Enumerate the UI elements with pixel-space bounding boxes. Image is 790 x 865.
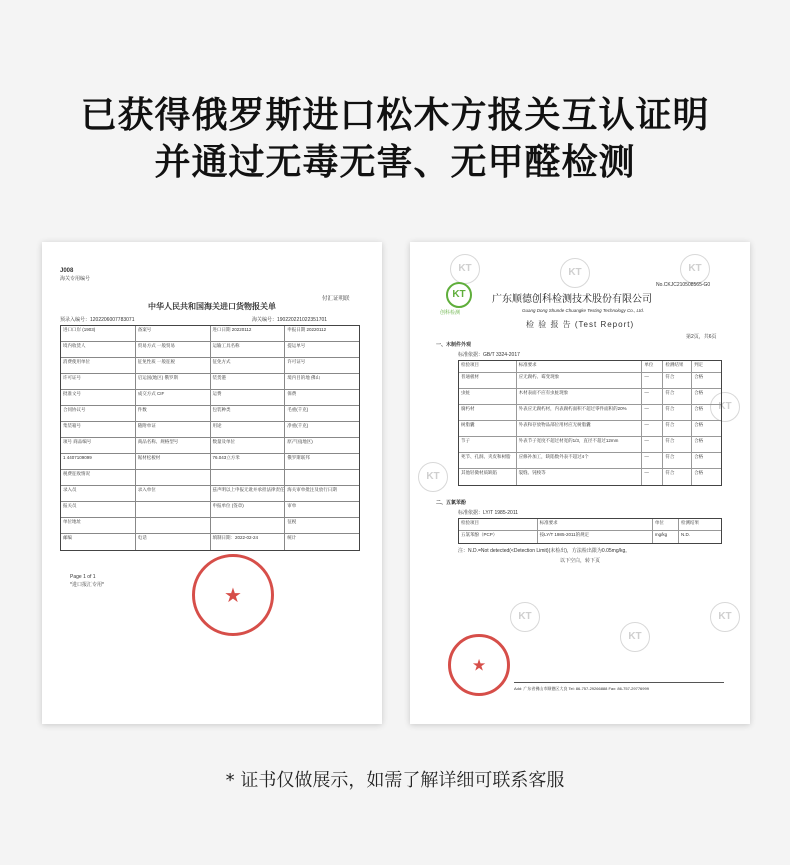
customs-grid-cell: 税费征收情况: [61, 470, 136, 485]
report-table-cell: 符合: [663, 405, 692, 420]
report-table-cell: —: [642, 389, 663, 404]
headline-line-2: 并通过无毒无害、无甲醛检测: [154, 142, 636, 183]
customs-grid-cell: 境内目的地 佛山: [287, 375, 320, 380]
customs-grid-cell: 包装种类: [211, 406, 286, 421]
customs-grid-cell: 76.043立方米: [211, 454, 286, 469]
report-table-row: [459, 373, 721, 389]
customs-grid-cell: 项号 商品编号: [61, 438, 136, 453]
report-table-row: [459, 361, 721, 373]
report-table-cell: —: [642, 373, 663, 388]
report-table-cell: —: [642, 453, 663, 468]
logo-text: 创科检测: [440, 310, 461, 316]
customs-grid-row: [61, 358, 359, 374]
report-table-cell: 检测结果: [681, 520, 700, 525]
customs-grid-cell: 运费: [211, 390, 286, 405]
customs-grid-row: [61, 502, 359, 518]
section-1-title: 一、木制件外观: [436, 342, 472, 348]
customs-grid-cell: 用途: [211, 422, 286, 437]
report-table-cell: 死节、孔洞、夹皮和树脂: [459, 453, 517, 468]
customs-grid-cell: 进口日期 20220112: [211, 326, 286, 341]
section-2-standard: 标准依据：LY/T 1985-2011: [458, 510, 519, 516]
customs-grid-row: [61, 438, 359, 454]
customs-grid-cell: 提运单号: [287, 343, 306, 348]
customs-grid-cell: 贸易方式 一般贸易: [136, 342, 211, 357]
section-1-standard: 标准依据：GB/T 3324-2017: [458, 352, 520, 358]
report-table-cell: 标准要求: [538, 519, 653, 530]
report-table-cell: 普通板材: [459, 373, 517, 388]
report-table-row: [459, 469, 721, 485]
report-seal: [448, 634, 510, 696]
customs-grid-cell: 集装箱号: [61, 422, 136, 437]
customs-grid-row: [61, 326, 359, 342]
customs-grid-row: [61, 534, 359, 550]
customs-code: J008: [60, 268, 74, 274]
report-table-cell: 腐朽材: [459, 405, 517, 420]
watermark-icon: KT: [560, 258, 590, 288]
report-table-cell: 标准要求: [517, 361, 643, 372]
customs-grid-cell: 批准文号: [61, 390, 136, 405]
customs-seal: [192, 554, 274, 636]
customs-grid-row: [61, 518, 359, 534]
customs-grid-cell: 征免性质 一般征税: [136, 358, 211, 373]
customs-grid-cell: 原产国(地区): [287, 439, 313, 444]
customs-grid-cell: 进口口岸 (1903): [61, 326, 136, 341]
report-table-row: [459, 437, 721, 453]
report-table-cell: 按LY/T 1985-2011的规定: [538, 531, 653, 543]
report-table-cell: 检验项目: [459, 361, 517, 372]
report-table-cell: 单位: [653, 519, 679, 530]
watermark-icon: KT: [710, 392, 740, 422]
customs-grid-cell: 随附单证: [136, 422, 211, 437]
report-table-cell: 树脂囊: [459, 421, 517, 436]
report-table-cell: 裂缝、钝棱等: [517, 469, 643, 485]
customs-grid-cell: 征税: [287, 519, 297, 524]
report-table-cell: 检验项目: [459, 519, 538, 530]
customs-grid-cell: 合同协议号: [61, 406, 136, 421]
report-end: 以下空白，转下页: [560, 558, 601, 564]
customs-grid-cell: 报关员: [61, 502, 136, 517]
customs-grid-row: [61, 390, 359, 406]
customs-grid-cell: 邮编: [61, 534, 136, 550]
report-table-cell: —: [642, 405, 663, 420]
customs-grid-cell: [136, 502, 211, 517]
customs-grid-cell: 毛重(千克): [287, 407, 309, 412]
customs-grid-row: [61, 406, 359, 422]
report-table-row: [459, 421, 721, 437]
customs-grid-row: [61, 374, 359, 390]
pcp-table: [458, 518, 722, 544]
report-table-cell: N.D.: [681, 532, 691, 537]
watermark-icon: KT: [680, 254, 710, 284]
customs-grid-cell: 备案号: [136, 326, 211, 341]
disclaimer-footnote: * 证书仅做展示，如需了解详细可联系客服: [225, 770, 565, 791]
report-table-cell: 检测结果: [663, 361, 692, 372]
customs-form-grid: [60, 325, 360, 551]
customs-grid-cell: 海关审单批注及放行日期: [287, 487, 337, 492]
report-table-cell: mg/kg: [653, 531, 679, 543]
customs-grid-cell: 单位地址: [61, 518, 136, 533]
report-table-cell: 符合: [663, 437, 692, 452]
report-table-row: [459, 389, 721, 405]
report-table-cell: 合格: [694, 374, 704, 379]
headline: [0, 92, 790, 186]
customs-grid-cell: 电话: [136, 534, 211, 550]
report-table-cell: 其他轻微材质缺陷: [459, 469, 517, 485]
customs-grid-cell: 成交方式 CIF: [136, 390, 211, 405]
watermark-icon: KT: [418, 462, 448, 492]
customs-grid-cell: 申报单位 (签章): [211, 502, 286, 517]
customs-grid-cell: 保费: [287, 391, 297, 396]
report-table-cell: 合格: [694, 406, 704, 411]
star-icon: ★: [471, 655, 487, 675]
report-table-row: [459, 453, 721, 469]
customs-grid-cell: 录入员: [61, 486, 136, 501]
report-table-cell: 木材表面不应有虫蛀现象: [517, 389, 643, 404]
report-table-cell: 合格: [694, 438, 704, 443]
customs-grid-cell: 净重(千克): [287, 423, 309, 428]
customs-grid-cell: [211, 518, 286, 533]
customs-sub-code: 海关专用编号: [60, 276, 91, 282]
customs-declaration-document: [42, 242, 382, 724]
report-table-cell: —: [642, 421, 663, 436]
watermark-icon: KT: [710, 602, 740, 632]
customs-grid-cell: 审单: [287, 503, 297, 508]
company-logo-icon: KT: [446, 282, 472, 308]
customs-grid-cell: 运输工具名称: [211, 342, 286, 357]
customs-grid-cell: 件数: [136, 406, 211, 421]
report-table-cell: 外表节子宽度不超过材宽的1/3，直径不超过12mm: [517, 437, 643, 452]
customs-grid-cell: 消费使用单位: [61, 358, 136, 373]
customs-grid-cell: [136, 470, 211, 485]
headline-line-1: 已获得俄罗斯进口松木方报关互认证明: [80, 95, 710, 136]
customs-grid-cell: 填制日期：2022-02-24: [211, 534, 286, 550]
company-cn: 广东顺德创科检测技术股份有限公司: [492, 294, 652, 305]
report-table-cell: 外表和存放物品部位用材应无树脂囊: [517, 421, 643, 436]
company-en: Guang Dong Shunde Chuangke Testing Technology Co., Ltd.: [522, 308, 645, 313]
appearance-table: [458, 360, 722, 486]
customs-grid-cell: 申报日期 20220112: [287, 327, 327, 332]
customs-grid-cell: 境内收货人: [61, 342, 136, 357]
customs-grid-row: [61, 486, 359, 502]
report-table-cell: 虫蛀: [459, 389, 517, 404]
customs-grid-row: [61, 470, 359, 486]
report-table-cell: 判定: [694, 362, 704, 367]
customs-grid-cell: 1 4407109099: [61, 454, 136, 469]
report-table-cell: 符合: [663, 421, 692, 436]
customs-grid-cell: 征免方式: [211, 358, 286, 373]
report-note: 注：N.D.=Not detected(<Detection Limit)(未检出)，方法检出限为0.05mg/kg。: [458, 548, 631, 554]
customs-grid-cell: 启运国(地区) 俄罗斯: [136, 374, 211, 389]
customs-grid-cell: 锯材松板材: [136, 454, 211, 469]
customs-grid-cell: 兹声明以上申报无讹并承担法律责任: [211, 486, 286, 501]
customs-grid-cell: 许可证号: [287, 359, 306, 364]
customs-grid-cell: [285, 470, 359, 485]
customs-grid-cell: [136, 518, 211, 533]
customs-footer: *进口报汇专用*: [70, 582, 104, 588]
customs-grid-row: [61, 454, 359, 470]
customs-grid-cell: 统计: [287, 535, 297, 540]
customs-grid-cell: 数量及单位: [211, 438, 286, 453]
customs-title: 中华人民共和国海关进口货物报关单: [148, 302, 276, 311]
customs-grid-cell: 俄罗斯联邦: [287, 455, 310, 460]
customs-preentry-no: 预录入编号：1202206007783071: [60, 317, 135, 323]
report-page-no: 第2页，共6页: [686, 334, 717, 340]
watermark-icon: KT: [450, 254, 480, 284]
report-table-cell: 符合: [663, 453, 692, 468]
report-table-cell: 符合: [663, 373, 692, 388]
report-table-cell: 合格: [694, 390, 704, 395]
report-table-cell: 应无腐朽、霉变现象: [517, 373, 643, 388]
watermark-icon: KT: [620, 622, 650, 652]
report-table-cell: —: [642, 469, 663, 485]
customs-grid-cell: 商品名称、规格型号: [136, 438, 211, 453]
customs-grid-row: [61, 342, 359, 358]
customs-grid-cell: 录入单位: [136, 486, 211, 501]
customs-no: 海关编号：190220221022351701: [252, 317, 328, 323]
report-table-cell: 符合: [663, 389, 692, 404]
report-table-cell: 合格: [694, 454, 704, 459]
section-2-title: 二、五氯苯酚: [436, 500, 467, 506]
report-table-row: [459, 405, 721, 421]
customs-grid-cell: 许可证号: [61, 374, 136, 389]
report-no: No.CKJC210508565-G0: [656, 282, 711, 288]
watermark-icon: KT: [510, 602, 540, 632]
report-title: 检 验 报 告 (Test Report): [526, 320, 635, 329]
star-icon: ★: [224, 583, 242, 607]
report-table-cell: 五氯苯酚（PCP）: [459, 531, 538, 543]
report-table-row: [459, 531, 721, 543]
test-report-document: [410, 242, 750, 724]
report-table-cell: 合格: [694, 470, 704, 475]
report-table-cell: —: [642, 437, 663, 452]
customs-copy-label: 付汇证明联: [322, 296, 350, 302]
customs-page: Page 1 of 1: [70, 574, 96, 580]
report-table-cell: 应修补加工，缺陷数外表不超过4个: [517, 453, 643, 468]
report-table-cell: 合格: [694, 422, 704, 427]
customs-grid-cell: 装货港: [211, 374, 286, 389]
report-table-cell: 单位: [642, 361, 663, 372]
report-table-cell: 符合: [663, 469, 692, 485]
report-table-row: [459, 519, 721, 531]
report-footer-text: Add: 广东省佛山市顺德区大良 Tel: 86-757-29266888 Fax: 86-757-29776999: [514, 686, 649, 691]
report-table-cell: 节子: [459, 437, 517, 452]
customs-grid-cell: [211, 470, 286, 485]
report-table-cell: 外表应无腐朽材，内表腐朽面积不超过零件面积的20%: [517, 405, 643, 420]
customs-grid-row: [61, 422, 359, 438]
